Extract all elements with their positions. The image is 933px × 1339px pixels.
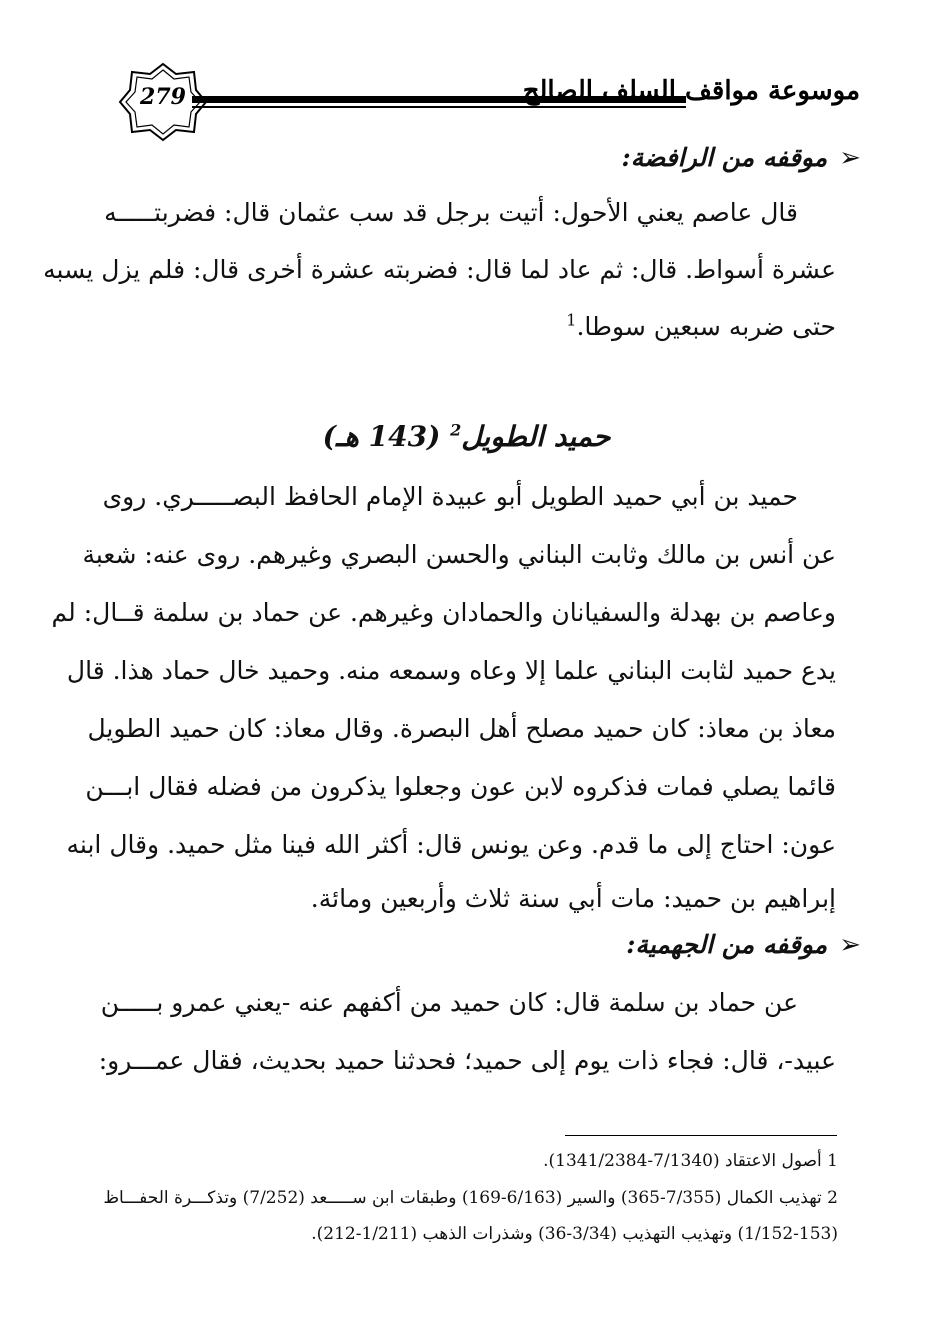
- footnote-ref: 1: [566, 310, 577, 330]
- arrow-bullet-icon: ➢: [839, 143, 861, 173]
- section-heading-jahmiyya: [626, 930, 861, 960]
- paragraph-line: وعاصم بن بهدلة والسفيانان والحمادان وغيرهم. عن حماد بن سلمة قــال: لم: [51, 598, 836, 627]
- paragraph-line: عشرة أسواط. قال: ثم عاد لما قال: فضربته عشرة أخرى قال: فلم يزل يسبه: [43, 255, 836, 284]
- section-heading-text: موقفه من الجهمية:: [626, 930, 828, 959]
- paragraph-line: معاذ بن معاذ: كان حميد مصلح أهل البصرة. وقال معاذ: كان حميد الطويل: [87, 714, 836, 743]
- paragraph-line: عبيد-، قال: فجاء ذات يوم إلى حميد؛ فحدثنا حميد بحديث، فقال عمـــرو:: [98, 1046, 836, 1075]
- footnote-ref: 2: [450, 420, 462, 440]
- section-heading-rafida: [622, 143, 862, 173]
- biography-title: [0, 420, 933, 453]
- footnote-2-line-2: (1/152-153) وتهذيب التهذيب (3/34-36) وشذرات الذهب (1/211-212).: [311, 1224, 838, 1244]
- paragraph-line: حميد بن أبي حميد الطويل أبو عبيدة الإمام الحافظ البصـــــري. روى: [102, 482, 798, 511]
- paragraph-line: قال عاصم يعني الأحول: أتيت برجل قد سب عثمان قال: فضربتـــــه: [104, 198, 798, 227]
- paragraph-line: قائما يصلي فمات فذكروه لابن عون وجعلوا يذكرون من فضله فقال ابـــن: [85, 772, 836, 801]
- page-header: [118, 62, 860, 142]
- footnote-1: 1 أصول الاعتقاد (7/1340-1341/2384).: [543, 1151, 838, 1171]
- paragraph-line: يدع حميد لثابت البناني علما إلا وعاه وسمعه منه. وحميد خال حماد هذا. قال: [66, 656, 836, 685]
- paragraph-line: عون: احتاج إلى ما قدم. وعن يونس قال: أكثر الله فينا مثل حميد. وقال ابنه: [66, 830, 836, 859]
- section-heading-text: موقفه من الرافضة:: [621, 143, 828, 172]
- footnote-divider: [565, 1135, 837, 1136]
- paragraph-line-text: حتى ضربه سبعين سوطا.: [576, 312, 836, 341]
- paragraph-line: عن أنس بن مالك وثابت البناني والحسن البصري وغيرهم. روى عنه: شعبة: [82, 540, 836, 569]
- biography-year: (143 هـ): [322, 420, 441, 453]
- biography-name: حميد الطويل: [461, 420, 611, 453]
- paragraph-line: عن حماد بن سلمة قال: كان حميد من أكفهم عنه -يعني عمرو بـــــن: [100, 988, 798, 1017]
- paragraph-line-last: [124, 310, 836, 341]
- paragraph-line-last: إبراهيم بن حميد: مات أبي سنة ثلاث وأربعين ومائة.: [310, 884, 836, 913]
- series-title: موسوعة مواقف السلف الصالح: [522, 76, 860, 106]
- page-number: 279: [140, 84, 186, 110]
- arrow-bullet-icon: ➢: [839, 930, 861, 960]
- footnote-2-line-1: 2 تهذيب الكمال (7/355-365) والسير (6/163-169) وطبقات ابن ســـــعد (7/252) وتذكـــرة الحفـــاظ: [103, 1188, 838, 1208]
